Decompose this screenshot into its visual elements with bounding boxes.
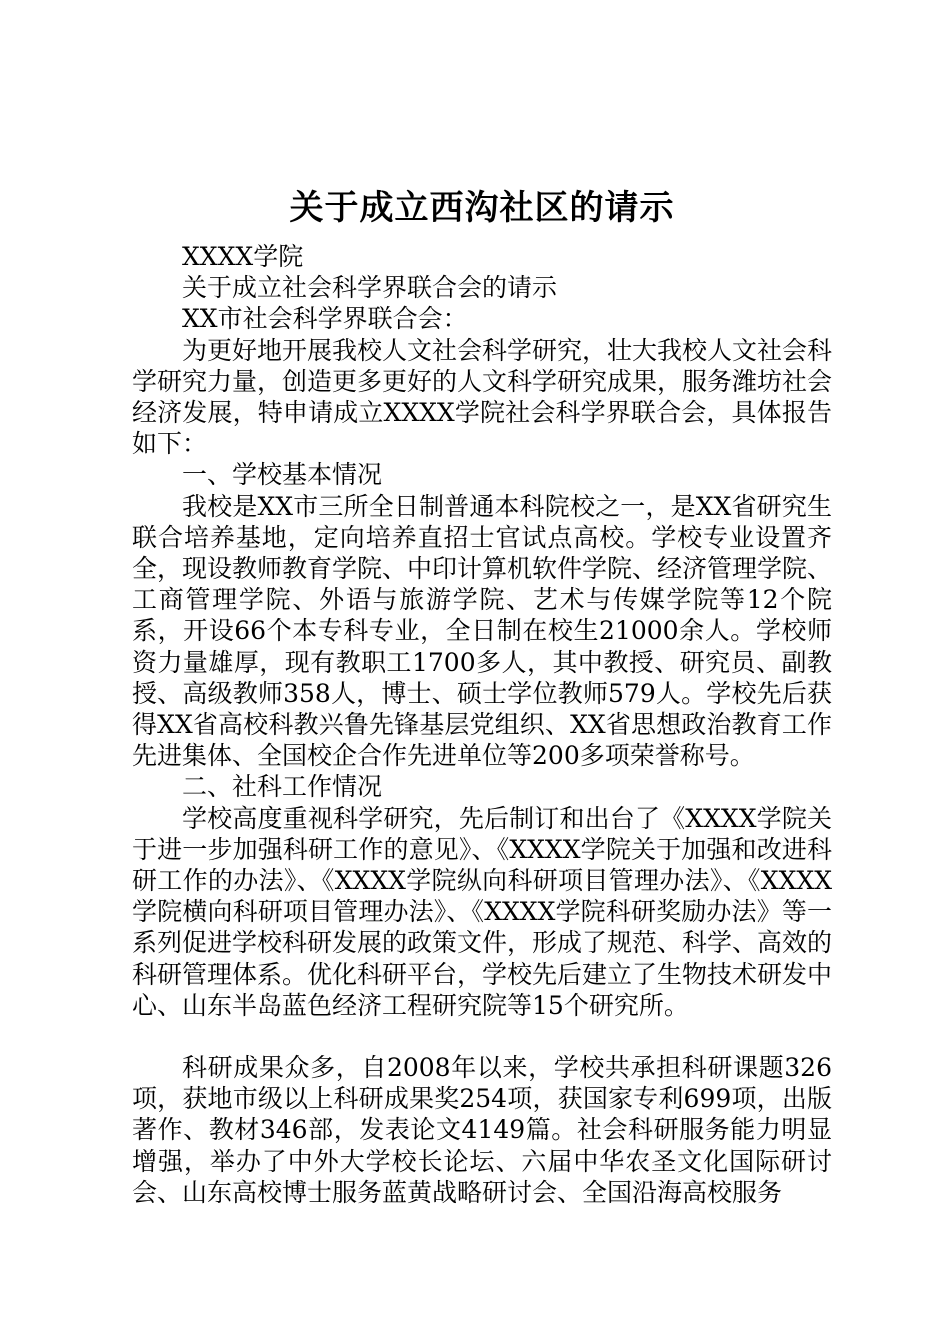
- document-title: 关于成立西沟社区的请示: [289, 188, 675, 228]
- addressee-line: XX市社会科学界联合会：: [182, 304, 468, 334]
- research-results-paragraph: 科研成果众多，自2008年以来，学校共承担科研课题326项，获地市级以上科研成果奖254项，获国家专利699项，出版著作、教材346部，发表论文4149篇。社会科研服务能力明显增强，举办了中外大学校长论坛、六届中华农圣文化国际研讨会、山东高校博士服务蓝黄战略研讨会、全国沿海高校服务: [132, 1053, 832, 1207]
- basic-info-paragraph: 我校是XX市三所全日制普通本科院校之一，是XX省研究生联合培养基地，定向培养直招士官试点高校。学校专业设置齐全，现设教师教育学院、中印计算机软件学院、经济管理学院、工商管理学院、外语与旅游学院、艺术与传媒学院等12个院系，开设66个本专科专业，全日制在校生21000余人。学校师资力量雄厚，现有教职工1700多人，其中教授、研究员、副教授、高级教师358人，博士、硕士学位教师579人。学校先后获得XX省高校科教兴鲁先锋基层党组织、XX省思想政治教育工作先进集体、全国校企合作先进单位等200多项荣誉称号。: [132, 491, 833, 771]
- research-work-paragraph: 学校高度重视科学研究，先后制订和出台了《XXXX学院关于进一步加强科研工作的意见》、《XXXX学院关于加强和改进科研工作的办法》、《XXXX学院纵向科研项目管理办法》、《XXXX学院横向科研项目管理办法》、《XXXX学院科研奖励办法》等一系列促进学校科研发展的政策文件，形成了规范、科学、高效的科研管理体系。优化科研平台，学校先后建立了生物技术研发中心、山东半岛蓝色经济工程研究院等15个研究所。: [132, 803, 833, 1020]
- school-name-line: XXXX学院: [182, 242, 304, 271]
- intro-paragraph: 为更好地开展我校人文社会科学研究，壮大我校人文社会科学研究力量，创造更多更好的人文科学研究成果，服务潍坊社会经济发展，特申请成立XXXX学院社会科学界联合会，具体报告如下：: [132, 335, 833, 459]
- section-heading-basic-info: 一、学校基本情况: [182, 460, 383, 490]
- request-subject-line: 关于成立社会科学界联合会的请示: [182, 273, 558, 303]
- document-page: [132, 185, 832, 1208]
- section-heading-research-work: 二、社科工作情况: [182, 772, 383, 802]
